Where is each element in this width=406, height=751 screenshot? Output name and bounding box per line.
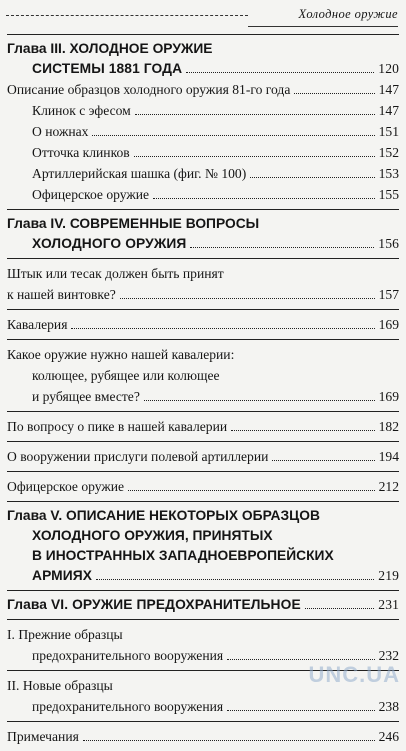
chapter-5-heading-line1: Глава V. ОПИСАНИЕ НЕКОТОРЫХ ОБРАЗЦОВ — [7, 508, 320, 523]
chapter-3-heading-line2: СИСТЕМЫ 1881 ГОДА — [32, 61, 183, 76]
toc-entry-group — [7, 442, 399, 471]
toc-entry-group — [7, 259, 399, 309]
entry-label: Описание образцов холодного оружия 81-го года — [7, 82, 291, 97]
toc-entry — [7, 726, 399, 747]
header-underline — [248, 26, 398, 27]
toc-entry — [7, 284, 399, 305]
dot-leader — [134, 156, 375, 157]
toc-entry — [7, 314, 399, 335]
dot-leader — [294, 93, 374, 94]
chapter-4-entry — [7, 234, 399, 254]
toc-entry — [7, 476, 399, 497]
toc-entry — [7, 142, 399, 163]
chapter-4-section — [7, 210, 399, 258]
dot-leader — [305, 608, 375, 609]
toc-entry — [7, 446, 399, 467]
dot-leader — [71, 328, 374, 329]
page-number: 212 — [378, 479, 399, 494]
page-number: 169 — [378, 389, 399, 404]
chapter-6-entry — [7, 595, 399, 615]
dot-leader — [153, 198, 375, 199]
dot-leader — [96, 579, 374, 580]
page-number: 147 — [378, 82, 399, 97]
entry-label-line1: Штык или тесак должен быть принят — [7, 266, 224, 281]
chapter-5-section — [7, 502, 399, 590]
page-number: 246 — [378, 729, 399, 744]
entry-label-line1: Какое оружие нужно нашей кавалерии: — [7, 347, 235, 362]
toc-entry-group — [7, 310, 399, 339]
page-number: 153 — [378, 166, 399, 181]
chapter-3-heading-line1: Глава III. ХОЛОДНОЕ ОРУЖИЕ — [7, 41, 213, 56]
entry-label: Офицерское оружие — [7, 479, 125, 494]
toc-entry-group — [7, 722, 399, 751]
dot-leader — [135, 114, 375, 115]
page-number: 155 — [378, 187, 399, 202]
page-number: 120 — [378, 61, 399, 76]
table-of-contents — [7, 34, 399, 751]
dot-leader — [83, 740, 375, 741]
toc-entry — [7, 121, 399, 142]
entry-label: Кавалерия — [7, 317, 68, 332]
entry-label: Офицерское оружие — [32, 187, 150, 202]
toc-entry-group — [7, 412, 399, 441]
page-number: 232 — [378, 648, 399, 663]
toc-entry — [7, 79, 399, 100]
entry-label-line2: колющее, рубящее или колющее — [32, 368, 220, 383]
chapter-5-entry — [7, 566, 399, 586]
page-number: 231 — [378, 597, 399, 612]
page-number: 182 — [378, 419, 399, 434]
entry-label-line2: предохранительного вооружения — [32, 648, 224, 663]
running-title: Холодное оружие — [293, 7, 398, 22]
entry-label: Примечания — [7, 729, 79, 744]
chapter-3-section — [7, 35, 399, 209]
toc-entry — [7, 184, 399, 205]
toc-entry — [7, 163, 399, 184]
entry-label-line1: I. Прежние образцы — [7, 627, 123, 642]
toc-entry — [7, 416, 399, 437]
chapter-6-heading: Глава VI. ОРУЖИЕ ПРЕДОХРАНИТЕЛЬНОЕ — [7, 597, 301, 612]
entry-label-line1: II. Новые образцы — [7, 678, 113, 693]
page-number: 169 — [378, 317, 399, 332]
dot-leader — [250, 177, 374, 178]
page-number: 156 — [378, 236, 399, 251]
dot-leader — [227, 710, 374, 711]
toc-entry-group — [7, 340, 399, 411]
entry-label-line3: и рубящее вместе? — [32, 389, 140, 404]
dot-leader — [227, 659, 374, 660]
page-number: 219 — [378, 568, 399, 583]
page-number: 194 — [378, 449, 399, 464]
entry-label: Отточка клинков — [32, 145, 130, 160]
page-number: 238 — [378, 699, 399, 714]
dot-leader — [231, 430, 374, 431]
page-number: 157 — [378, 287, 399, 302]
chapter-5-heading-line3: В ИНОСТРАННЫХ ЗАПАДНОЕВРОПЕЙСКИХ — [32, 548, 334, 563]
dot-leader — [92, 135, 374, 136]
dot-leader — [272, 460, 374, 461]
chapter-6-section — [7, 591, 399, 619]
page-number: 147 — [378, 103, 399, 118]
toc-entry — [7, 386, 399, 407]
entry-label: О ножнах — [32, 124, 89, 139]
entry-label-line2: предохранительного вооружения — [32, 699, 224, 714]
page-number: 152 — [378, 145, 399, 160]
entry-label: Артиллерийская шашка (фиг. № 100) — [32, 166, 247, 181]
dot-leader — [186, 72, 374, 73]
entry-label: Клинок с эфесом — [32, 103, 131, 118]
toc-entry — [7, 696, 399, 717]
entry-label-line2: к нашей винтовке? — [7, 287, 116, 302]
chapter-4-heading-line1: Глава IV. СОВРЕМЕННЫЕ ВОПРОСЫ — [7, 216, 260, 231]
toc-entry-group — [7, 472, 399, 501]
dot-leader — [120, 298, 375, 299]
entry-label: По вопросу о пике в нашей кавалерии — [7, 419, 228, 434]
running-header — [6, 6, 398, 28]
dot-leader — [190, 247, 374, 248]
chapter-5-heading-line2: ХОЛОДНОГО ОРУЖИЯ, ПРИНЯТЫХ — [32, 528, 273, 543]
page-number: 151 — [378, 124, 399, 139]
header-dashed-rule — [6, 15, 248, 16]
toc-entry — [7, 100, 399, 121]
entry-label: О вооружении прислуги полевой артиллерии — [7, 449, 269, 464]
watermark: UNC.UA — [308, 662, 400, 687]
chapter-3-entry — [7, 59, 399, 79]
chapter-4-heading-line2: ХОЛОДНОГО ОРУЖИЯ — [32, 236, 187, 251]
chapter-5-heading-line4: АРМИЯХ — [32, 568, 93, 583]
dot-leader — [144, 400, 375, 401]
dot-leader — [128, 490, 375, 491]
